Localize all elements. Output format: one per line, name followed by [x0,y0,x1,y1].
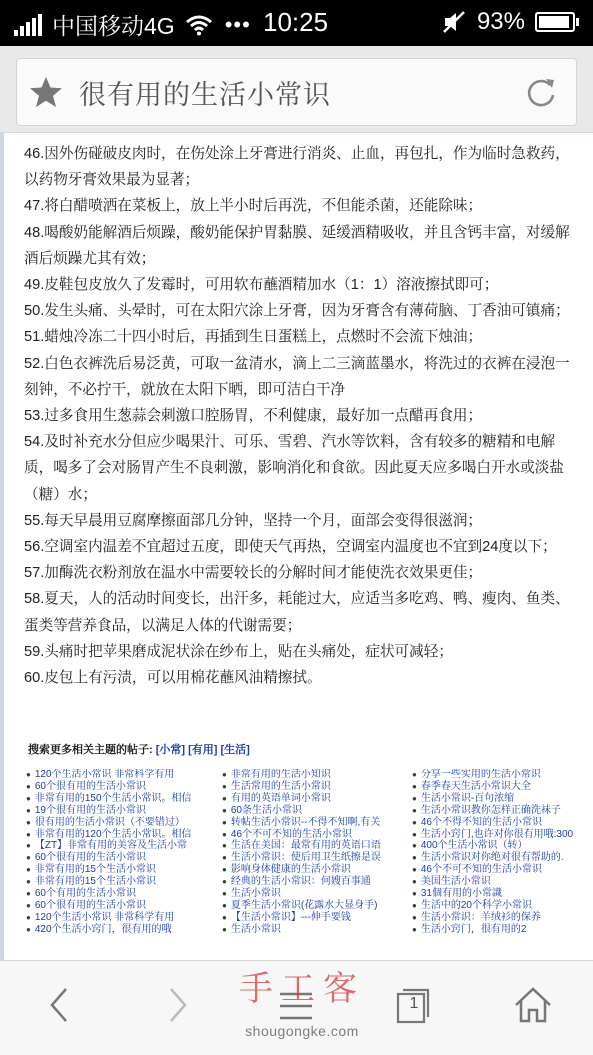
related-link[interactable]: ● 生活小常识 [222,888,414,900]
tip-line: 47.将白醋喷洒在菜板上，放上半小时后再洗，不但能杀菌，还能除味； [24,198,483,215]
related-column-3 [412,769,593,936]
related-link[interactable]: ● 生活小常识 [222,924,414,936]
tag-link[interactable]: [生活] [220,744,250,756]
related-link[interactable]: ● 【ZT】非常有用的美容及生活小常 [26,840,226,852]
related-link[interactable]: ● 生活小常识：使后用卫生纸擦是误 [222,852,414,864]
related-link[interactable]: ● 60条生活小常识 [222,805,414,817]
status-left [14,8,251,41]
battery-icon [535,12,579,32]
page-title: 很有用的生活小常识 [79,79,331,110]
tip-line: 60.皮包上有污渍，可以用棉花蘸风油精擦拭。 [24,670,322,687]
related-link[interactable]: ● 非常有用的生活小知识 [222,769,414,781]
related-link[interactable]: ● 46个不得不知的生活小常识 [412,817,593,829]
related-link[interactable]: ● 春季春天生活小常识大全 [412,781,593,793]
carrier-label: 中国移动4G [52,13,175,39]
tip-line: 刻钟，不必拧干，就放在太阳下晒，即可洁白干净 [24,381,346,398]
related-link[interactable]: ● 60个很有用的生活小常识 [26,900,226,912]
related-link[interactable]: ● 非常有用的15个生活小常识 [26,876,226,888]
related-link[interactable]: ● 31個有用的小常識 [412,888,593,900]
tip-line: 53.过多食用生葱蒜会刺激口腔肠胃，不利健康，最好加一点醋再食用； [24,408,483,425]
related-link[interactable]: ● 影响身体健康的生活小常识 [222,864,414,876]
back-icon[interactable] [40,985,80,1025]
related-column-2 [222,769,414,936]
signal-strength-icon [14,14,42,36]
related-link[interactable]: ● 非常有用的150个生活小常识。相信 [26,793,226,805]
tip-line: 54.及时补充水分但应少喝果汁、可乐、雪碧、汽水等饮料，含有较多的糖精和电解 [24,434,556,451]
related-link[interactable]: ● 生活小常识教你怎样正确洗袜子 [412,805,593,817]
related-link[interactable]: ● 60个很有用的生活小常识 [26,781,226,793]
tip-line: 58.夏天，人的活动时间变长，出汗多，耗能过大，应适当多吃鸡、鸭、瘦肉、鱼类、 [24,591,570,608]
address-bar-container [0,46,593,132]
related-column-1 [26,769,226,936]
related-link[interactable]: ● 【生活小常识】---伸手要钱 [222,912,414,924]
related-link[interactable]: ● 生活小常识对你绝对很有帮助的. [412,852,593,864]
related-link[interactable]: ● 美国生活小常识 [412,876,593,888]
status-bar [0,0,593,46]
related-link[interactable]: ● 非常有用的120个生活小常识。相信 [26,829,226,841]
address-bar[interactable] [16,58,577,126]
tip-line: 以药物牙膏效果最为显著； [24,172,200,189]
related-link[interactable]: ● 120个生活小常识 非常科学有用 [26,769,226,781]
tips-list [24,141,593,691]
related-link[interactable]: ● 生活在美国：最常有用的英语口语 [222,840,414,852]
related-link[interactable]: ● 生活小窍门，很有用的2 [412,924,593,936]
tab-count: 1 [409,995,419,1012]
related-link[interactable]: ● 分享一些实用的生活小常识 [412,769,593,781]
bottom-toolbar [0,960,593,1055]
related-link[interactable]: ● 生活小窍门,也许对你很有用哦:300 [412,829,593,841]
wifi-icon [185,14,213,36]
tag-link[interactable]: [小常] [155,744,186,756]
related-topics-heading [28,741,250,757]
battery-fill [539,16,569,28]
related-link[interactable]: ● 非常有用的15个生活小常识 [26,864,226,876]
tip-line: 49.皮鞋包皮放久了发霉时，可用软布蘸酒精加水（1：1）溶液擦拭即可； [24,277,499,294]
related-link[interactable]: ● 60个很有用的生活小常识 [26,852,226,864]
status-time: 10:25 [263,7,329,37]
refresh-icon[interactable] [524,76,558,110]
tip-line: 酒后烦躁尤其有效； [24,250,156,267]
tip-line: 48.喝酸奶能解酒后烦躁，酸奶能保护胃黏膜、延缓酒精吸收，并且含钙丰富，对缓解 [24,224,570,241]
tabs-button[interactable] [393,985,433,1025]
watermark-url: shougongke.com [245,1023,359,1039]
related-link[interactable]: ● 生活中的20个科学小常识 [412,900,593,912]
related-link[interactable]: ● 400个生活小常识（转） [412,840,593,852]
home-icon[interactable] [513,985,553,1025]
related-link[interactable]: ● 转帖生活小常识--不得不知啊,有关 [222,817,414,829]
tip-line: 56.空调室内温差不宜超过五度，即使天气再热，空调室内温度也不宜到24度以下； [24,539,557,556]
tip-line: 57.加酶洗衣粉剂放在温水中需要较长的分解时间才能使洗衣效果更佳； [24,565,483,582]
related-link[interactable]: ● 46个不可不知的生活小常识 [412,864,593,876]
related-link[interactable]: ● 很有用的生活小常识（不要错过） [26,817,226,829]
related-link[interactable]: ● 生活小常识：羊绒衫的保养 [412,912,593,924]
more-dots: ••• [224,11,251,37]
watermark-logo: 手工客 [239,969,365,1009]
related-link[interactable]: ● 夏季生活小常识(花露水大显身手) [222,900,414,912]
tag-link[interactable]: [有用] [188,744,218,756]
tip-line: 46.因外伤碰破皮肉时，在伤处涂上牙膏进行消炎、止血，再包扎，作为临时急救药， [24,146,570,162]
tip-line: 50.发生头痛、头晕时，可在太阳穴涂上牙膏，因为牙膏含有薄荷脑、丁香油可镇痛； [24,303,570,320]
status-right [441,8,579,36]
mute-icon [441,9,467,35]
watermark [232,961,372,1039]
tip-line: 质，喝多了会对肠胃产生不良刺激，影响消化和食欲。因此夏天应多喝白开水或淡盐 [24,460,564,477]
related-link[interactable]: ● 420个生活小窍门，很有用的哦 [26,924,226,936]
related-link[interactable]: ● 46个不可不知的生活小常识 [222,829,414,841]
related-title-text: 搜索更多相关主题的帖子: [28,744,156,756]
related-link[interactable]: ● 19个很有用的生活小常识 [26,805,226,817]
related-link[interactable]: ● 生活常用的生活小常识 [222,781,414,793]
related-link[interactable]: ● 生活小常识-百句浓缩 [412,793,593,805]
related-link[interactable]: ● 有用的英语单词小常识 [222,793,414,805]
page-content[interactable] [0,132,593,960]
related-link[interactable]: ● 120个生活小常识 非常科学有用 [26,912,226,924]
tip-line: 55.每天早晨用豆腐摩擦面部几分钟，坚持一个月，面部会变得很滋润； [24,512,483,529]
star-icon[interactable] [29,75,63,109]
related-link[interactable]: ● 经典的生活小常识：何嫂百事通 [222,876,414,888]
tip-line: （糖）水； [24,486,97,503]
related-link[interactable]: ● 60个有用的生活小常识 [26,888,226,900]
tip-line: 蛋类等营养食品，以满足人体的代谢需要； [24,617,302,634]
battery-percent: 93% [476,8,525,35]
tip-line: 52.白色衣裤洗后易泛黄，可取一盆清水，滴上二三滴蓝墨水，将洗过的衣裤在浸泡一 [24,355,570,372]
tip-line: 51.蜡烛冷冻二十四小时后，再插到生日蛋糕上，点燃时不会流下烛油； [24,329,483,346]
forward-icon[interactable] [157,985,197,1025]
tip-line: 59.头痛时把苹果磨成泥状涂在纱布上，贴在头痛处，症状可减轻； [24,643,453,660]
